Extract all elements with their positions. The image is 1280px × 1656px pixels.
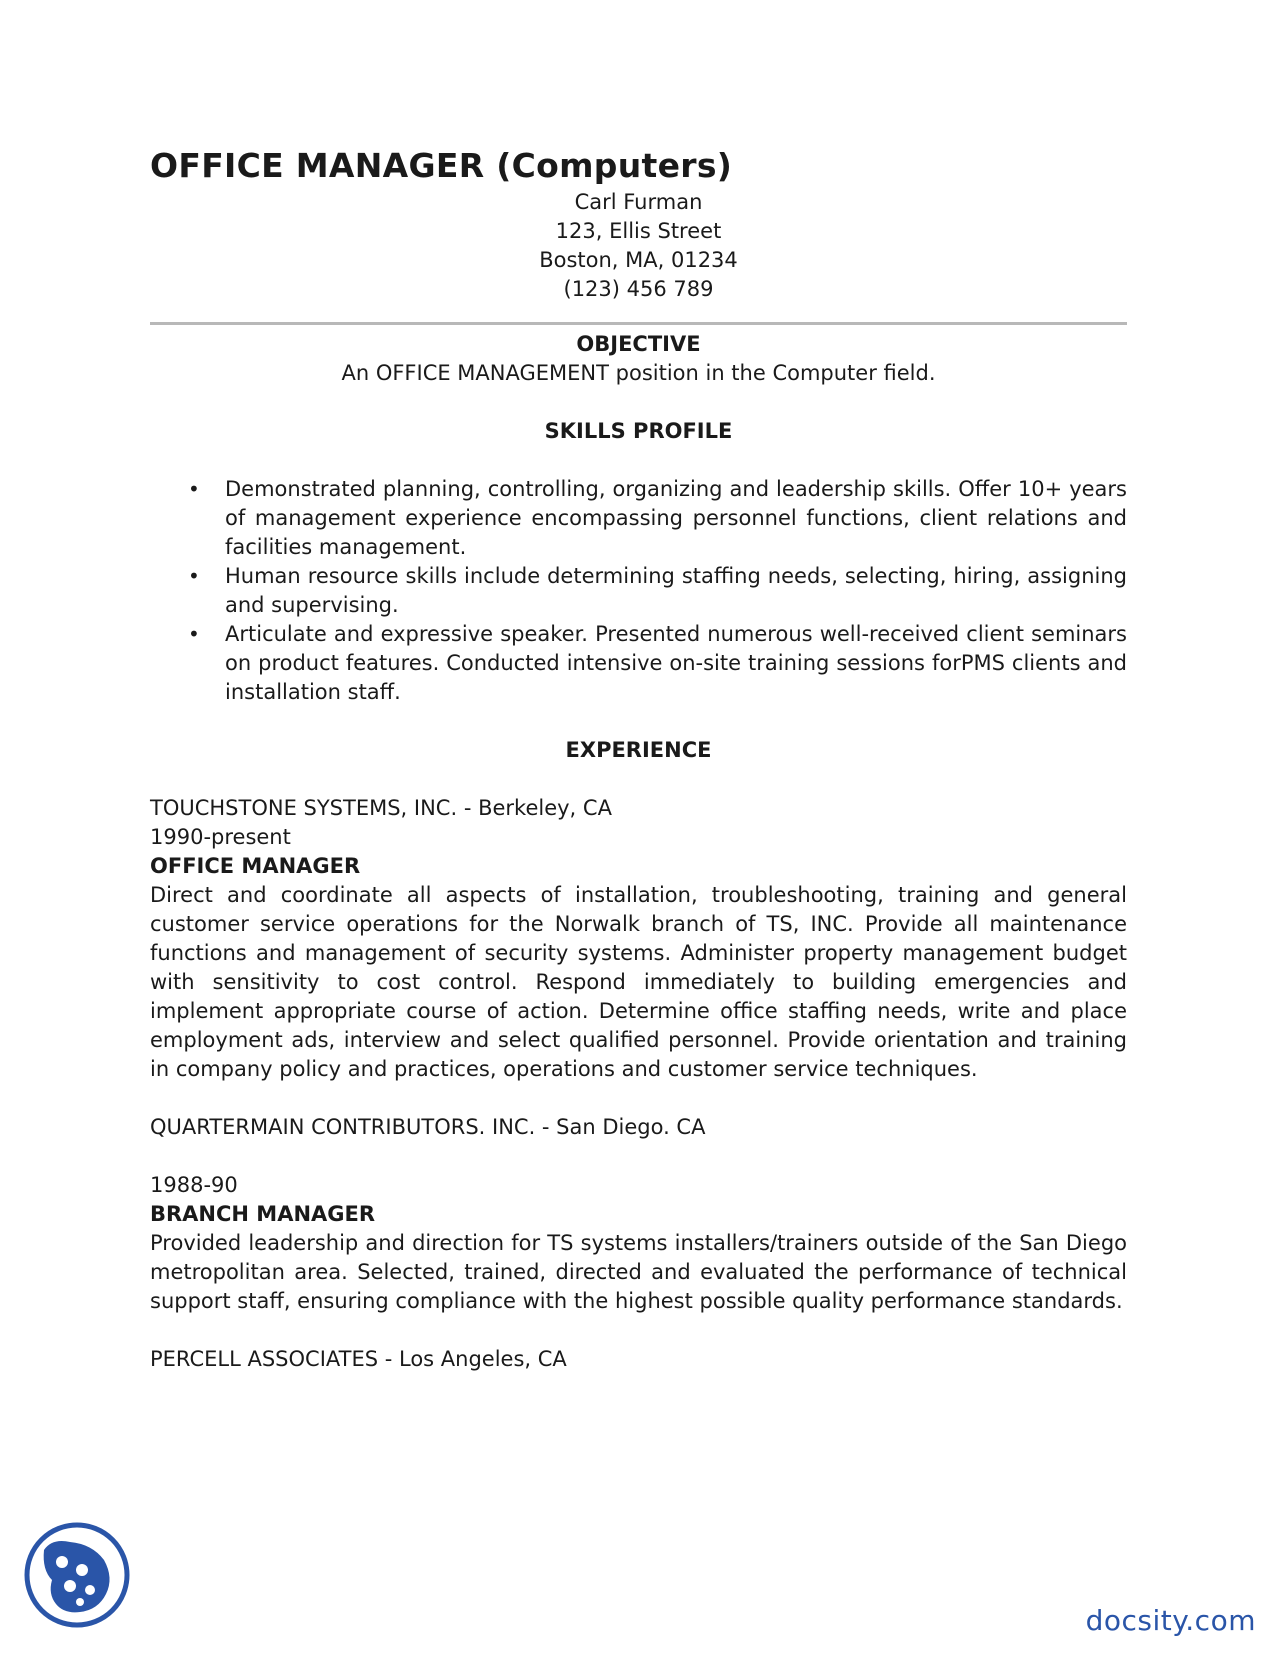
skills-list [150, 475, 1127, 707]
job-description: Direct and coordinate all aspects of installation, troubleshooting, training and general customer service operations for the Norwalk branch of TS, INC. Provide all maintenance functions and management of security systems. Administer property management budget with sensitivity to cost control. Respond immediately to building emergencies and implement appropriate course of action. Determine office staffing needs, write and place employment ads, interview and select qualified personnel. Provide orientation and training in company policy and practices, operations and customer service techniques. [150, 883, 1127, 1081]
objective-text: An OFFICE MANAGEMENT position in the Computer field. [341, 361, 936, 385]
list-item: • Demonstrated planning, controlling, organizing and leadership skills. Offer 10+ years of management experience encompassing personnel functions, client relations and facilities management. [188, 477, 1127, 559]
bullet-icon: • [188, 477, 200, 501]
resume-document [150, 145, 1127, 1374]
job-entry [150, 1345, 1127, 1374]
job-entry [150, 1113, 1127, 1316]
docsity-logo-icon[interactable] [22, 1520, 132, 1630]
bullet-icon: • [188, 564, 200, 588]
contact-street: 123, Ellis Street [555, 219, 722, 243]
page-title: OFFICE MANAGER (Computers) [150, 146, 733, 185]
divider [150, 322, 1127, 325]
job-entry [150, 794, 1127, 1084]
objective-heading: OBJECTIVE [576, 332, 701, 356]
job-description: Provided leadership and direction for TS systems installers/trainers outside of the San Diego metropolitan area. Selected, trained, directed and evaluated the performance of technical support staff, ensuring compliance with the highest possible quality performance standards. [150, 1231, 1127, 1313]
job-company: TOUCHSTONE SYSTEMS, INC. - Berkeley, CA [150, 796, 612, 820]
skills-heading: SKILLS PROFILE [544, 419, 733, 443]
contact-city: Boston, MA, 01234 [539, 248, 738, 272]
job-position: BRANCH MANAGER [150, 1202, 376, 1226]
experience-heading: EXPERIENCE [565, 738, 712, 762]
contact-name: Carl Furman [574, 190, 703, 214]
job-company: QUARTERMAIN CONTRIBUTORS. INC. - San Diego. CA [150, 1115, 706, 1139]
bullet-icon: • [188, 622, 200, 646]
job-position: OFFICE MANAGER [150, 854, 361, 878]
contact-phone: (123) 456 789 [563, 277, 714, 301]
brand-link[interactable]: docsity.com [1085, 1604, 1256, 1637]
list-item: • Human resource skills include determining staffing needs, selecting, hiring, assigning and supervising. [188, 564, 1127, 617]
job-dates: 1988-90 [150, 1173, 238, 1197]
contact-block [150, 188, 1127, 304]
job-company: PERCELL ASSOCIATES - Los Angeles, CA [150, 1347, 567, 1371]
list-item: • Articulate and expressive speaker. Presented numerous well-received client seminars on product features. Conducted intensive on-site training sessions forPMS clients and installation staff. [188, 622, 1127, 704]
job-dates: 1990-present [150, 825, 291, 849]
